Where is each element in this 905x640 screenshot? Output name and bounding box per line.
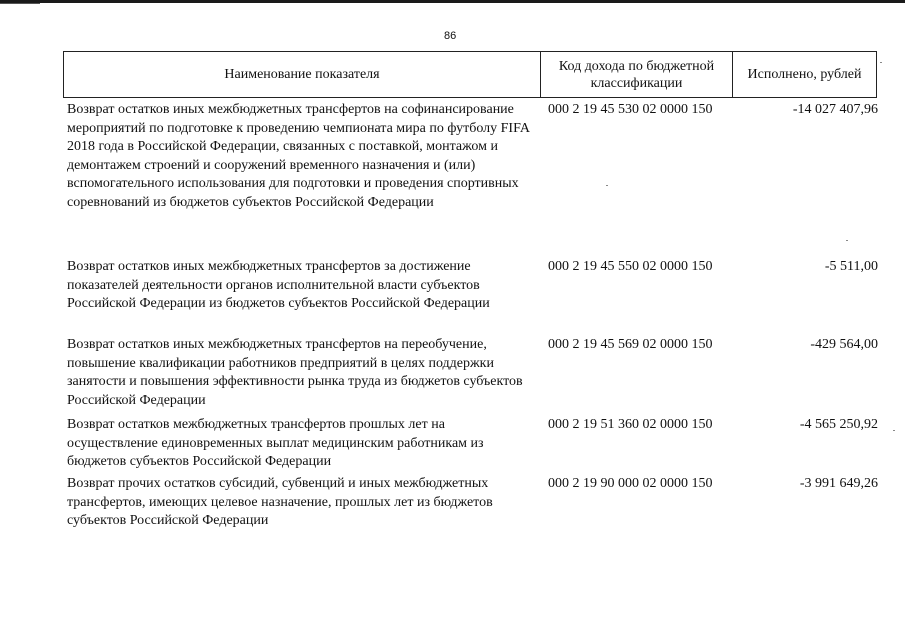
- header-code-column: Код дохода по бюджетной классификации: [541, 52, 733, 97]
- row-amount: -14 027 407,96: [792, 102, 878, 117]
- row-name: Возврат остатков иных межбюджетных трансфертов на переобучение, повышение квалификации работников предприятий в целях поддержки занятости и повышения эффективности рынка труда из бюджетов субъектов Российской Федерации: [67, 337, 523, 408]
- scan-speck: [893, 430, 895, 431]
- table-header: [63, 51, 877, 98]
- row-name: Возврат прочих остатков субсидий, субвенций и иных межбюджетных трансфертов, имеющих целевое назначение, прошлых лет из бюджетов субъектов Российской Федерации: [67, 476, 493, 529]
- row-code: 000 2 19 90 000 02 0000 150: [548, 476, 713, 491]
- row-amount: -429 564,00: [810, 337, 878, 352]
- page-top-border: [0, 0, 905, 3]
- scan-speck: [880, 62, 882, 63]
- row-name: Возврат остатков межбюджетных трансфертов прошлых лет на осуществление единовременных выплат медицинским работникам из бюджетов субъектов Российской Федерации: [67, 417, 484, 470]
- scan-speck: [606, 185, 608, 186]
- scan-artifact-line: [0, 3, 40, 4]
- row-amount: -3 991 649,26: [799, 476, 878, 491]
- header-amount-column: Исполнено, рублей: [747, 67, 862, 82]
- row-code: 000 2 19 51 360 02 0000 150: [548, 417, 713, 432]
- row-name: Возврат остатков иных межбюджетных трансфертов за достижение показателей деятельности органов исполнительной власти субъектов Российской Федерации из бюджетов субъектов Российской Федерации: [67, 259, 490, 312]
- row-amount: -4 565 250,92: [799, 417, 878, 432]
- header-name-column: Наименование показателя: [64, 52, 541, 97]
- row-amount: -5 511,00: [824, 259, 878, 274]
- scan-speck: [846, 240, 848, 241]
- page-number: 86: [444, 30, 457, 42]
- row-code: 000 2 19 45 569 02 0000 150: [548, 337, 713, 352]
- row-code: 000 2 19 45 550 02 0000 150: [548, 259, 713, 274]
- row-name: Возврат остатков иных межбюджетных трансфертов на софинансирование мероприятий по подготовке к проведению чемпионата мира по футболу FIFA 2018 года в Российской Федерации, связанных с поставкой, монтажом и демонтажем строений и сооружений временного назначения и (или) вспомогательного использования для подготовки и проведения спортивных соревнований из бюджетов субъектов Российской Федерации: [67, 102, 530, 210]
- row-code: 000 2 19 45 530 02 0000 150: [548, 102, 713, 117]
